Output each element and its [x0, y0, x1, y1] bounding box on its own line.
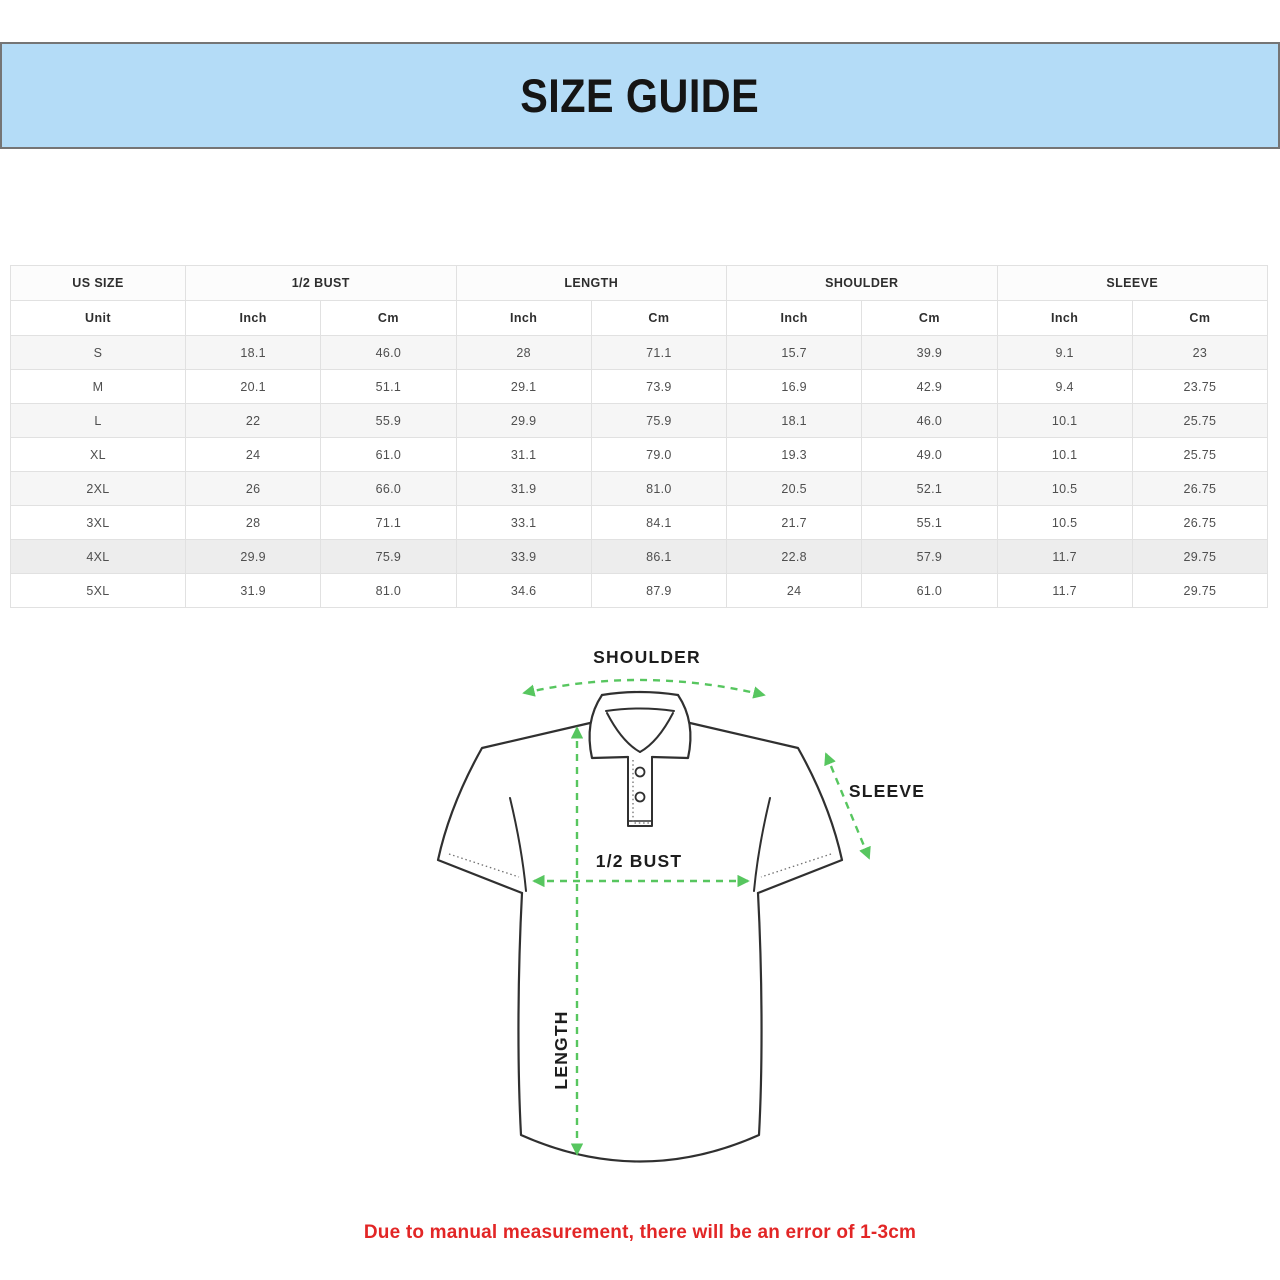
value-cell: 31.1 — [456, 438, 591, 472]
size-cell: 2XL — [11, 472, 186, 506]
value-cell: 71.1 — [591, 336, 726, 370]
sleeve-inch-header: Inch — [997, 301, 1132, 336]
size-table-body — [11, 336, 1268, 608]
value-cell: 9.1 — [997, 336, 1132, 370]
length-cm-header: Cm — [591, 301, 726, 336]
value-cell: 49.0 — [862, 438, 997, 472]
length-group-header: LENGTH — [456, 266, 727, 301]
value-cell: 33.9 — [456, 540, 591, 574]
value-cell: 81.0 — [321, 574, 456, 608]
size-table-header — [11, 266, 1268, 336]
bust-label: 1/2 BUST — [595, 851, 683, 871]
table-row — [11, 336, 1268, 370]
bust-inch-header: Inch — [186, 301, 321, 336]
value-cell: 11.7 — [997, 574, 1132, 608]
size-cell: L — [11, 404, 186, 438]
table-row — [11, 574, 1268, 608]
value-cell: 31.9 — [456, 472, 591, 506]
size-banner — [0, 42, 1280, 149]
shoulder-cm-header: Cm — [862, 301, 997, 336]
value-cell: 42.9 — [862, 370, 997, 404]
value-cell: 26 — [186, 472, 321, 506]
table-row — [11, 540, 1268, 574]
size-cell: M — [11, 370, 186, 404]
value-cell: 29.75 — [1132, 574, 1267, 608]
value-cell: 26.75 — [1132, 472, 1267, 506]
table-row — [11, 472, 1268, 506]
value-cell: 73.9 — [591, 370, 726, 404]
polo-shirt-outline — [438, 692, 842, 1162]
polo-diagram — [420, 630, 940, 1190]
value-cell: 57.9 — [862, 540, 997, 574]
value-cell: 33.1 — [456, 506, 591, 540]
value-cell: 23 — [1132, 336, 1267, 370]
value-cell: 16.9 — [727, 370, 862, 404]
value-cell: 22.8 — [727, 540, 862, 574]
measurement-arrows — [524, 680, 869, 1154]
value-cell: 21.7 — [727, 506, 862, 540]
value-cell: 25.75 — [1132, 404, 1267, 438]
value-cell: 29.1 — [456, 370, 591, 404]
value-cell: 84.1 — [591, 506, 726, 540]
value-cell: 18.1 — [727, 404, 862, 438]
sleeve-label: SLEEVE — [848, 781, 926, 801]
size-cell: XL — [11, 438, 186, 472]
sleeve-group-header: SLEEVE — [997, 266, 1268, 301]
value-cell: 19.3 — [727, 438, 862, 472]
value-cell: 28 — [186, 506, 321, 540]
shoulder-group-header: SHOULDER — [727, 266, 998, 301]
value-cell: 29.75 — [1132, 540, 1267, 574]
value-cell: 46.0 — [862, 404, 997, 438]
sleeve-arrow — [826, 754, 869, 858]
value-cell: 24 — [727, 574, 862, 608]
value-cell: 55.9 — [321, 404, 456, 438]
sleeve-cm-header: Cm — [1132, 301, 1267, 336]
bust-cm-header: Cm — [321, 301, 456, 336]
size-table — [10, 265, 1268, 608]
us-size-header: US SIZE — [11, 266, 186, 301]
bust-group-header: 1/2 BUST — [186, 266, 457, 301]
value-cell: 22 — [186, 404, 321, 438]
value-cell: 39.9 — [862, 336, 997, 370]
table-row — [11, 404, 1268, 438]
value-cell: 23.75 — [1132, 370, 1267, 404]
value-cell: 20.1 — [186, 370, 321, 404]
page-title: SIZE GUIDE — [520, 69, 760, 122]
shoulder-label: SHOULDER — [593, 647, 701, 667]
polo-diagram-svg — [420, 630, 940, 1190]
value-cell: 29.9 — [186, 540, 321, 574]
value-cell: 61.0 — [321, 438, 456, 472]
value-cell: 81.0 — [591, 472, 726, 506]
value-cell: 55.1 — [862, 506, 997, 540]
group-header-row — [11, 266, 1268, 301]
table-row — [11, 506, 1268, 540]
value-cell: 24 — [186, 438, 321, 472]
value-cell: 61.0 — [862, 574, 997, 608]
value-cell: 31.9 — [186, 574, 321, 608]
value-cell: 75.9 — [591, 404, 726, 438]
size-cell: 3XL — [11, 506, 186, 540]
value-cell: 20.5 — [727, 472, 862, 506]
unit-header: Unit — [11, 301, 186, 336]
value-cell: 18.1 — [186, 336, 321, 370]
value-cell: 10.5 — [997, 506, 1132, 540]
value-cell: 34.6 — [456, 574, 591, 608]
unit-header-row — [11, 301, 1268, 336]
value-cell: 87.9 — [591, 574, 726, 608]
value-cell: 29.9 — [456, 404, 591, 438]
value-cell: 51.1 — [321, 370, 456, 404]
table-row — [11, 370, 1268, 404]
value-cell: 79.0 — [591, 438, 726, 472]
value-cell: 25.75 — [1132, 438, 1267, 472]
size-cell: 4XL — [11, 540, 186, 574]
value-cell: 66.0 — [321, 472, 456, 506]
table-row — [11, 438, 1268, 472]
length-inch-header: Inch — [456, 301, 591, 336]
value-cell: 11.7 — [997, 540, 1132, 574]
value-cell: 26.75 — [1132, 506, 1267, 540]
value-cell: 10.1 — [997, 438, 1132, 472]
value-cell: 86.1 — [591, 540, 726, 574]
value-cell: 9.4 — [997, 370, 1132, 404]
size-cell: S — [11, 336, 186, 370]
size-cell: 5XL — [11, 574, 186, 608]
measurement-note: Due to manual measurement, there will be an error of 1-3cm — [363, 1222, 917, 1243]
length-label: LENGTH — [551, 1010, 571, 1090]
value-cell: 15.7 — [727, 336, 862, 370]
value-cell: 75.9 — [321, 540, 456, 574]
shoulder-inch-header: Inch — [727, 301, 862, 336]
value-cell: 71.1 — [321, 506, 456, 540]
value-cell: 10.1 — [997, 404, 1132, 438]
value-cell: 10.5 — [997, 472, 1132, 506]
value-cell: 52.1 — [862, 472, 997, 506]
value-cell: 28 — [456, 336, 591, 370]
value-cell: 46.0 — [321, 336, 456, 370]
